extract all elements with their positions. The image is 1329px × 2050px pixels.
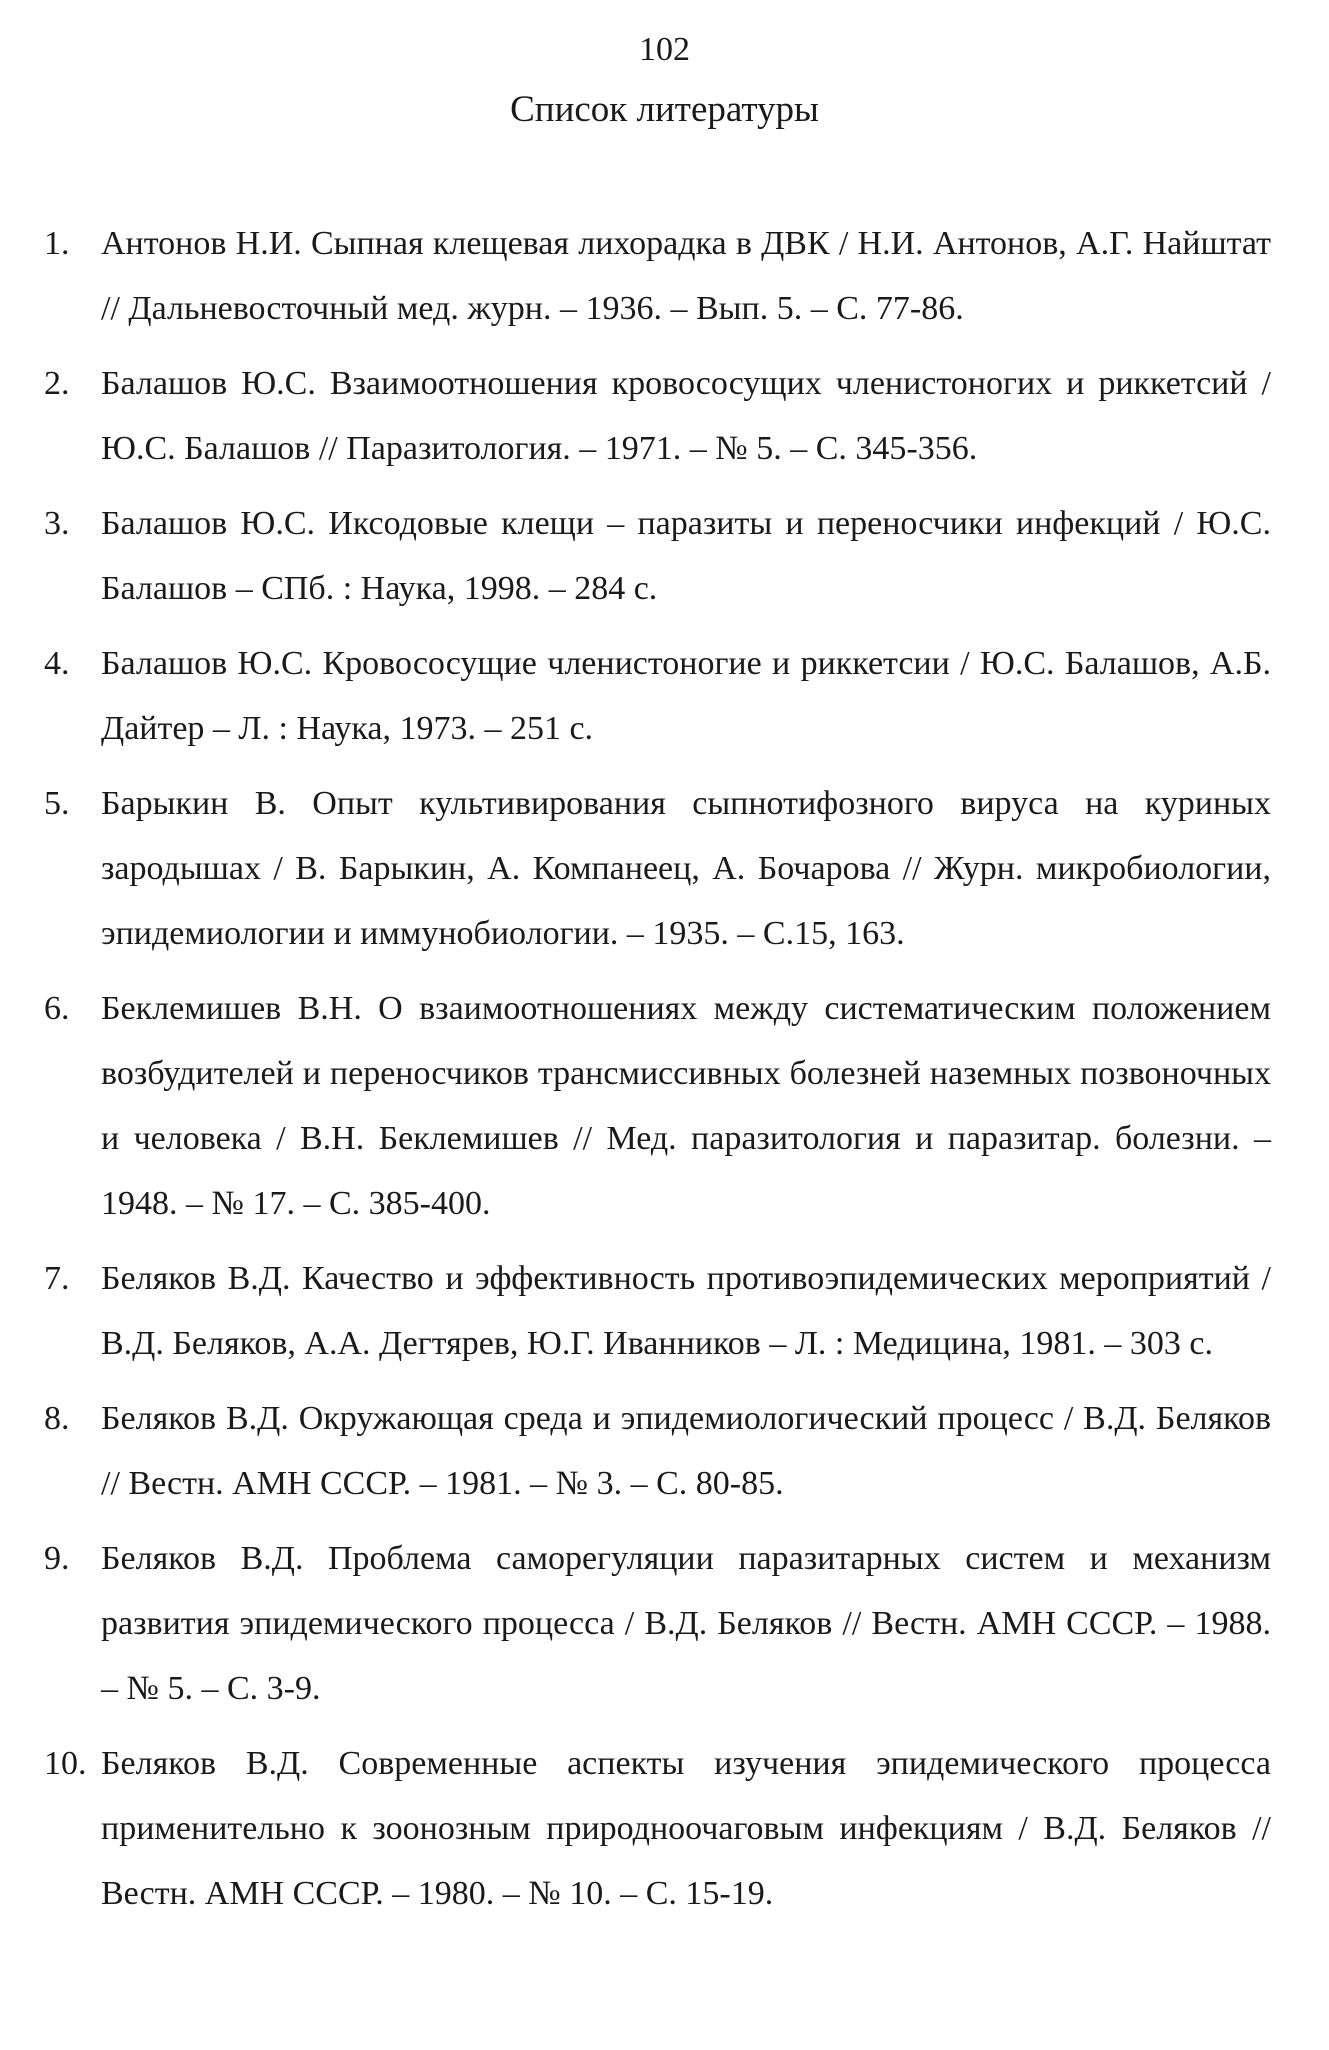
reference-item: [44, 351, 1271, 481]
reference-item: [44, 771, 1271, 966]
reference-number: 7.: [44, 1260, 70, 1297]
reference-number: 10.: [44, 1745, 87, 1782]
reference-text: Беляков В.Д. Современные аспекты изучения эпидемического процесса применительно к зоонозным природноочаговым инфекциям / В.Д. Беляков // Вестн. АМН СССР. – 1980. – № 10. – С. 15-19.: [101, 1745, 1271, 1912]
reference-number: 4.: [44, 645, 70, 682]
reference-text: Беляков В.Д. Проблема саморегуляции паразитарных систем и механизм развития эпидемического процесса / В.Д. Беляков // Вестн. АМН СССР. – 1988. – № 5. – С. 3-9.: [101, 1540, 1271, 1707]
reference-number: 2.: [44, 365, 70, 402]
reference-item: [44, 491, 1271, 621]
reference-number: 1.: [44, 225, 70, 262]
reference-item: [44, 1386, 1271, 1516]
reference-text: Беляков В.Д. Качество и эффективность противоэпидемических мероприятий / В.Д. Беляков, А.А. Дегтярев, Ю.Г. Иванников – Л. : Медицина, 1981. – 303 с.: [101, 1260, 1271, 1362]
reference-list: [44, 211, 1271, 1936]
reference-text: Балашов Ю.С. Иксодовые клещи – паразиты и переносчики инфекций / Ю.С. Балашов – СПб. : Наука, 1998. – 284 с.: [101, 505, 1271, 607]
page-title: Список литературы: [510, 89, 819, 130]
reference-item: [44, 1731, 1271, 1926]
reference-item: [44, 1246, 1271, 1376]
reference-item: [44, 631, 1271, 761]
page-number: 102: [639, 31, 690, 68]
reference-number: 8.: [44, 1400, 70, 1437]
reference-text: Балашов Ю.С. Взаимоотношения кровососущих членистоногих и риккетсий / Ю.С. Балашов // Паразитология. – 1971. – № 5. – С. 345-356.: [101, 365, 1271, 467]
reference-text: Беляков В.Д. Окружающая среда и эпидемиологический процесс / В.Д. Беляков // Вестн. АМН СССР. – 1981. – № 3. – С. 80-85.: [101, 1400, 1271, 1502]
reference-text: Беклемишев В.Н. О взаимоотношениях между систематическим положением возбудителей и переносчиков трансмиссивных болезней наземных позвоночных и человека / В.Н. Беклемишев // Мед. паразитология и паразитар. болезни. – 1948. – № 17. – С. 385-400.: [101, 990, 1271, 1222]
reference-number: 5.: [44, 785, 70, 822]
reference-number: 3.: [44, 505, 70, 542]
reference-number: 9.: [44, 1540, 70, 1577]
reference-item: [44, 1526, 1271, 1721]
reference-text: Балашов Ю.С. Кровососущие членистоногие и риккетсии / Ю.С. Балашов, А.Б. Дайтер – Л. : Наука, 1973. – 251 с.: [101, 645, 1271, 747]
reference-item: [44, 211, 1271, 341]
reference-text: Барыкин В. Опыт культивирования сыпнотифозного вируса на куриных зародышах / В. Барыкин, А. Компанеец, А. Бочарова // Журн. микробиологии, эпидемиологии и иммунобиологии. – 1935. – С.15, 163.: [101, 785, 1271, 952]
reference-number: 6.: [44, 990, 70, 1027]
reference-item: [44, 976, 1271, 1236]
reference-text: Антонов Н.И. Сыпная клещевая лихорадка в ДВК / Н.И. Антонов, А.Г. Найштат // Дальневосточный мед. журн. – 1936. – Вып. 5. – С. 77-86.: [101, 225, 1271, 327]
